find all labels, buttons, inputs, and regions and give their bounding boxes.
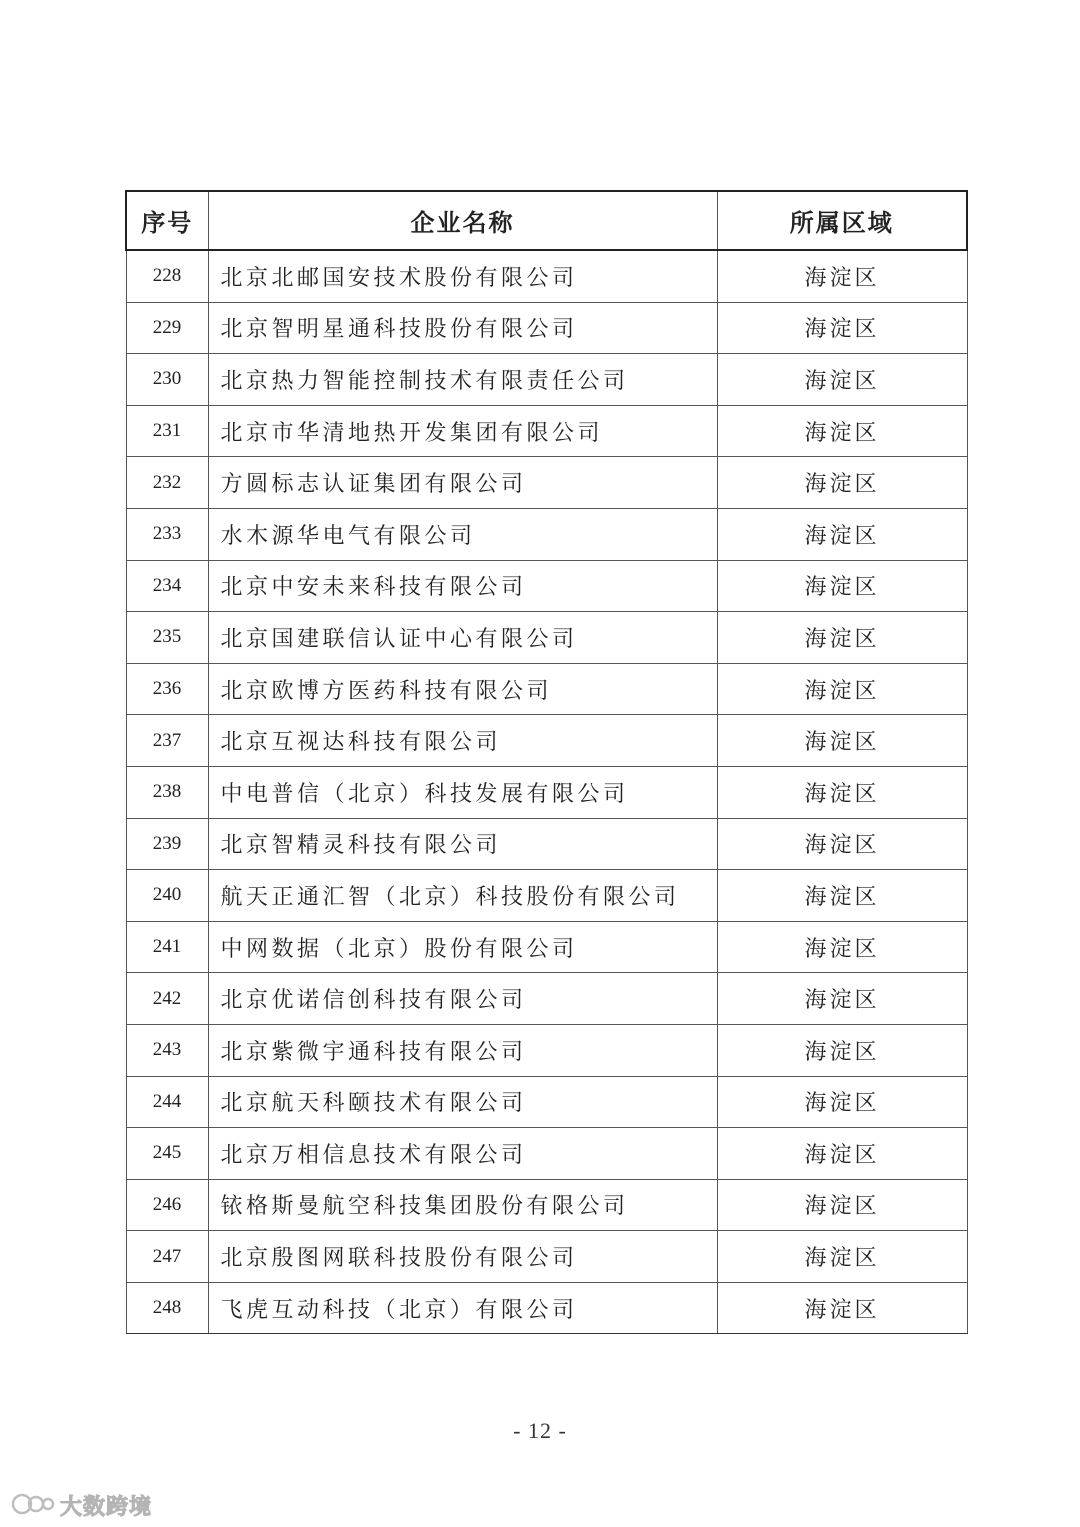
row-district: 海淀区 (717, 1076, 967, 1128)
page-number: - 12 - (513, 1418, 567, 1443)
table-row (126, 715, 967, 767)
row-company-name: 北京市华清地热开发集团有限公司 (208, 405, 717, 457)
header-row (126, 191, 967, 250)
row-district: 海淀区 (717, 457, 967, 509)
row-company-name: 北京智明星通科技股份有限公司 (208, 302, 717, 354)
row-company-name: 北京殷图网联科技股份有限公司 (208, 1231, 717, 1283)
row-number: 231 (126, 405, 208, 457)
row-district: 海淀区 (717, 508, 967, 560)
watermark (10, 1490, 152, 1521)
table-row (126, 870, 967, 922)
row-district: 海淀区 (717, 870, 967, 922)
row-district: 海淀区 (717, 921, 967, 973)
row-number: 247 (126, 1231, 208, 1283)
table-row (126, 921, 967, 973)
table-row (126, 302, 967, 354)
row-district: 海淀区 (717, 818, 967, 870)
row-district: 海淀区 (717, 250, 967, 302)
row-company-name: 铱格斯曼航空科技集团股份有限公司 (208, 1179, 717, 1231)
table-row (126, 457, 967, 509)
row-number: 234 (126, 560, 208, 612)
table-row (126, 818, 967, 870)
row-number: 240 (126, 870, 208, 922)
watermark-text: 大数跨境 (60, 1495, 153, 1520)
watermark-logo-icon (10, 1491, 56, 1521)
table-row (126, 354, 967, 406)
row-number: 232 (126, 457, 208, 509)
row-company-name: 水木源华电气有限公司 (208, 508, 717, 560)
row-company-name: 北京互视达科技有限公司 (208, 715, 717, 767)
row-number: 248 (126, 1282, 208, 1334)
row-number: 241 (126, 921, 208, 973)
row-district: 海淀区 (717, 302, 967, 354)
table-row (126, 663, 967, 715)
row-district: 海淀区 (717, 354, 967, 406)
table-row (126, 612, 967, 664)
table-row (126, 1282, 967, 1334)
row-district: 海淀区 (717, 973, 967, 1025)
table-body (126, 250, 967, 1334)
row-number: 245 (126, 1128, 208, 1180)
table-row (126, 1179, 967, 1231)
table-row (126, 1024, 967, 1076)
company-table (125, 190, 968, 1334)
row-number: 238 (126, 766, 208, 818)
table-row (126, 1231, 967, 1283)
row-number: 236 (126, 663, 208, 715)
row-company-name: 方圆标志认证集团有限公司 (208, 457, 717, 509)
row-number: 246 (126, 1179, 208, 1231)
table-row (126, 766, 967, 818)
row-company-name: 北京国建联信认证中心有限公司 (208, 612, 717, 664)
header-company-name: 企业名称 (208, 191, 717, 250)
header-number: 序号 (126, 191, 208, 250)
row-district: 海淀区 (717, 1128, 967, 1180)
row-company-name: 北京热力智能控制技术有限责任公司 (208, 354, 717, 406)
row-number: 242 (126, 973, 208, 1025)
row-company-name: 航天正通汇智（北京）科技股份有限公司 (208, 870, 717, 922)
header-district: 所属区域 (717, 191, 967, 250)
row-district: 海淀区 (717, 1282, 967, 1334)
row-number: 244 (126, 1076, 208, 1128)
row-number: 235 (126, 612, 208, 664)
row-company-name: 北京中安未来科技有限公司 (208, 560, 717, 612)
table-row (126, 1128, 967, 1180)
row-number: 233 (126, 508, 208, 560)
row-company-name: 飞虎互动科技（北京）有限公司 (208, 1282, 717, 1334)
table-row (126, 560, 967, 612)
row-company-name: 北京欧博方医药科技有限公司 (208, 663, 717, 715)
row-district: 海淀区 (717, 715, 967, 767)
row-district: 海淀区 (717, 1179, 967, 1231)
row-company-name: 中电普信（北京）科技发展有限公司 (208, 766, 717, 818)
row-number: 230 (126, 354, 208, 406)
table-row (126, 1076, 967, 1128)
row-district: 海淀区 (717, 1024, 967, 1076)
table-row (126, 508, 967, 560)
row-company-name: 北京优诺信创科技有限公司 (208, 973, 717, 1025)
table-row (126, 405, 967, 457)
row-number: 237 (126, 715, 208, 767)
row-company-name: 北京北邮国安技术股份有限公司 (208, 250, 717, 302)
table-row (126, 973, 967, 1025)
row-district: 海淀区 (717, 1231, 967, 1283)
row-company-name: 北京智精灵科技有限公司 (208, 818, 717, 870)
row-company-name: 北京航天科颐技术有限公司 (208, 1076, 717, 1128)
table-row (126, 250, 967, 302)
row-company-name: 北京万相信息技术有限公司 (208, 1128, 717, 1180)
row-company-name: 中网数据（北京）股份有限公司 (208, 921, 717, 973)
row-district: 海淀区 (717, 560, 967, 612)
row-district: 海淀区 (717, 405, 967, 457)
row-number: 239 (126, 818, 208, 870)
table-header (126, 191, 967, 250)
row-number: 228 (126, 250, 208, 302)
row-number: 229 (126, 302, 208, 354)
row-company-name: 北京紫微宇通科技有限公司 (208, 1024, 717, 1076)
row-district: 海淀区 (717, 663, 967, 715)
row-district: 海淀区 (717, 612, 967, 664)
row-district: 海淀区 (717, 766, 967, 818)
row-number: 243 (126, 1024, 208, 1076)
